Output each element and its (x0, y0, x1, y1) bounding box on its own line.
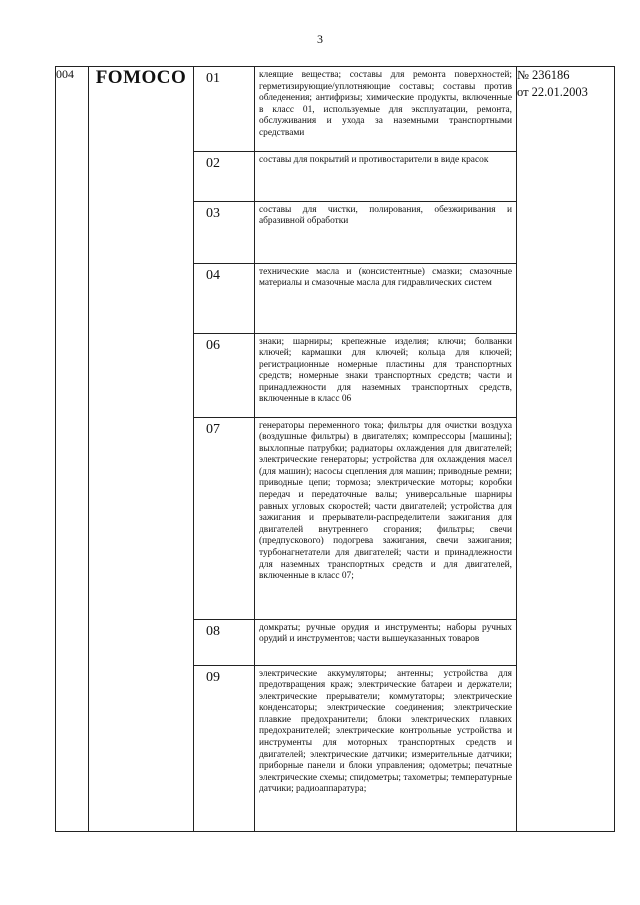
class-goods: технические масла и (консистентные) смазки; смазочные материалы и смазочные масла для гидравлических систем (255, 263, 517, 333)
class-row (194, 151, 516, 201)
registration-table (55, 66, 615, 832)
classes-table (194, 67, 516, 831)
class-goods: составы для чистки, полирования, обезжиривания и абразивной обработки (255, 201, 517, 263)
class-row (194, 417, 516, 619)
class-row (194, 263, 516, 333)
class-row (194, 67, 516, 151)
classes-cell (194, 67, 517, 832)
entry-id: 004 (56, 67, 89, 832)
class-goods: знаки; шарниры; крепежные изделия; ключи; болванки ключей; кармашки для ключей; кольца для ключей; регистрационные номерные пластины для транспортных средств; номерные знаки транспортных средств; части и принадлежности для наземных транспортных средств, включенные в класс 06 (255, 333, 517, 417)
class-goods: клеящие вещества; составы для ремонта поверхностей; герметизирующие/уплотняющие составы; составы против обледенения; антифризы; химические продукты, включенные в класс 01, используемые для эксплуатации, ремонта, обслуживания и ухода за наземными транспортными средствами (255, 67, 517, 151)
class-number: 09 (194, 665, 255, 831)
registration-info (517, 67, 615, 832)
class-row (194, 201, 516, 263)
class-goods: домкраты; ручные орудия и инструменты; наборы ручных орудий и инструментов; части вышеуказанных товаров (255, 619, 517, 665)
registration-date: от 22.01.2003 (517, 85, 588, 99)
class-number: 01 (194, 67, 255, 151)
class-number: 03 (194, 201, 255, 263)
class-number: 02 (194, 151, 255, 201)
page-number: 3 (317, 32, 323, 46)
class-number: 07 (194, 417, 255, 619)
class-row (194, 665, 516, 831)
class-goods: электрические аккумуляторы; антенны; устройства для предотвращения краж; электрические батареи и держатели; электрические прерыватели; коммутаторы; электрические конденсаторы; электрические соединения; электрические плавкие предохранители; блоки электрических плавких предохранителей; электрические контрольные устройства и инструменты для моторных транспортных средств и двигателей; электрические датчики; измерительные датчики; приборные панели и блоки управления; одометры; печатные электрические схемы; спидометры; тахометры; температурные датчики; радиоаппаратура; (255, 665, 517, 831)
class-goods: генераторы переменного тока; фильтры для очистки воздуха (воздушные фильтры) в двигателях; компрессоры [машины]; выхлопные патрубки; радиаторы охлаждения для двигателей; электрические генераторы; устройства для охлаждения масел (для машин); насосы сцепления для машин; приводные ремни; приводные цепи; тормоза; электрические моторы; коробки передач и передаточные валы; универсальные шарниры равных угловых скоростей; части двигателей; устройства для зажигания и прерыватели-распределители зажигания для двигателей внутреннего сгорания; фильтры; свечи (предпускового) подогрева зажигания, свечи зажигания; турбонагнетатели для двигателей; части и принадлежности для наземных транспортных средств и для двигателей, включенные в класс 07; (255, 417, 517, 619)
registration-number: № 236186 (517, 68, 570, 82)
trademark-name: FOMOCO (89, 67, 194, 832)
class-row (194, 333, 516, 417)
class-number: 04 (194, 263, 255, 333)
class-number: 06 (194, 333, 255, 417)
class-goods: составы для покрытий и противостарители в виде красок (255, 151, 517, 201)
class-row (194, 619, 516, 665)
table-row (56, 67, 615, 832)
class-number: 08 (194, 619, 255, 665)
